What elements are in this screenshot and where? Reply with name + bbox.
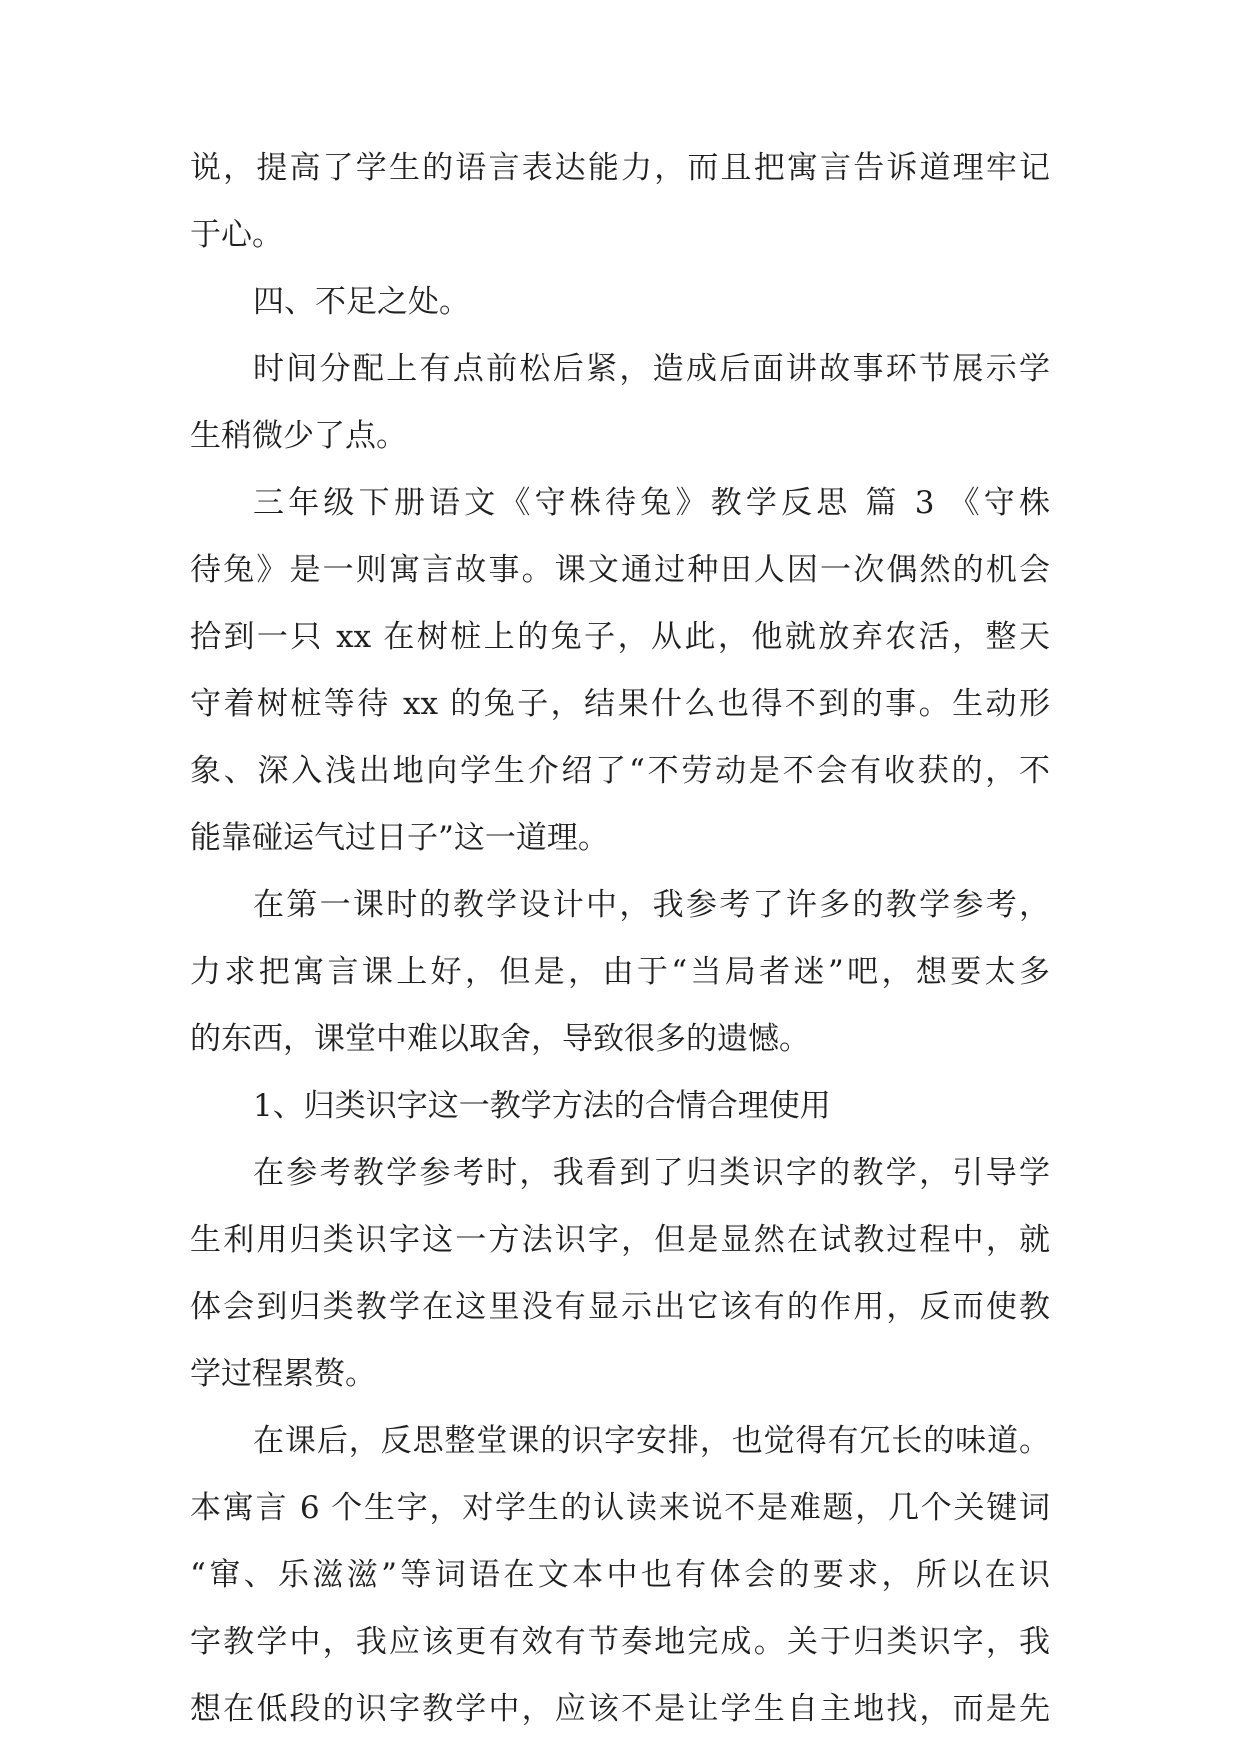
text-line: 生稍微少了点。 (190, 418, 407, 454)
text-line: 于心。 (190, 217, 283, 253)
text-line: 力求把寓言课上好，但是，由于“当局者迷”吧，想要太多 (190, 954, 1050, 990)
text-line: 三年级下册语文《守株待兔》教学反思 篇 3 《守株 (253, 485, 1050, 521)
text-line: 想在低段的识字教学中，应该不是让学生自主地找，而是先 (190, 1691, 1050, 1727)
text-line: 说，提高了学生的语言表达能力，而且把寓言告诉道理牢记 (190, 150, 1050, 186)
section-heading: 1、归类识字这一教学方法的合情合理使用 (253, 1088, 831, 1124)
text-line: 在课后，反思整堂课的识字安排，也觉得有冗长的味道。 (253, 1423, 1050, 1459)
text-line: 时间分配上有点前松后紧，造成后面讲故事环节展示学 (253, 351, 1050, 387)
text-line: 待兔》是一则寓言故事。课文通过种田人因一次偶然的机会 (190, 552, 1050, 588)
section-heading: 四、不足之处。 (253, 284, 470, 320)
text-line: 在参考教学参考时，我看到了归类识字的教学，引导学 (253, 1155, 1050, 1191)
text-line: 拾到一只 xx 在树桩上的兔子，从此，他就放弃农活，整天 (190, 619, 1050, 655)
text-line: 字教学中，我应该更有效有节奏地完成。关于归类识字，我 (190, 1624, 1050, 1660)
text-line: 守着树桩等待 xx 的兔子，结果什么也得不到的事。生动形 (190, 686, 1050, 722)
text-line: 象、深入浅出地向学生介绍了“不劳动是不会有收获的，不 (190, 753, 1050, 789)
text-line: 体会到归类教学在这里没有显示出它该有的作用，反而使教 (190, 1289, 1050, 1325)
text-line: 生利用归类识字这一方法识字，但是显然在试教过程中，就 (190, 1222, 1050, 1258)
text-line: 学过程累赘。 (190, 1356, 376, 1392)
text-line: 在第一课时的教学设计中，我参考了许多的教学参考， (253, 887, 1050, 923)
text-line: 能靠碰运气过日子”这一道理。 (190, 820, 609, 856)
text-line: 的东西，课堂中难以取舍，导致很多的遗憾。 (190, 1021, 810, 1057)
text-line: 本寓言 6 个生字，对学生的认读来说不是难题，几个关键词 (190, 1490, 1050, 1526)
text-line: “窜、乐滋滋”等词语在文本中也有体会的要求，所以在识 (190, 1557, 1050, 1593)
